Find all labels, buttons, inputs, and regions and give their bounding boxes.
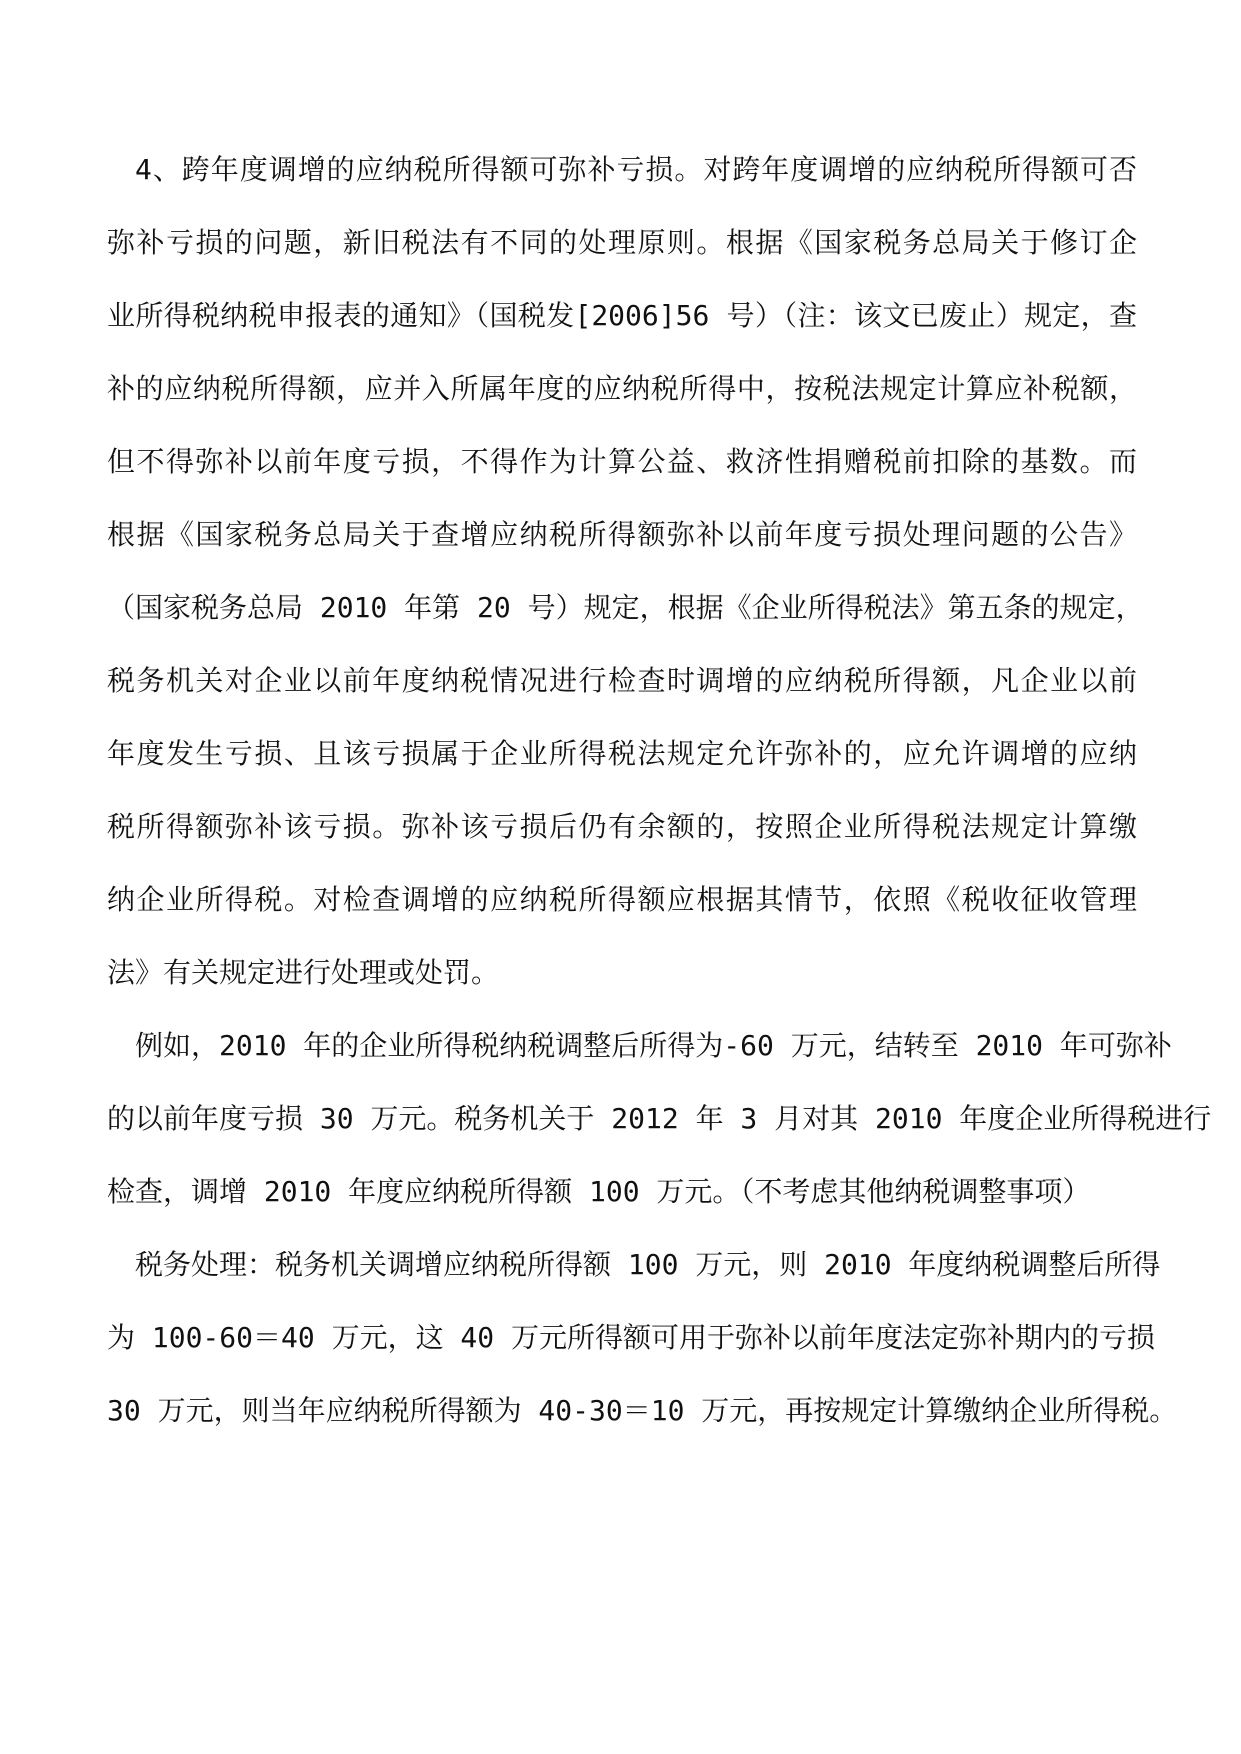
text-line-5: 但不得弥补以前年度亏损，不得作为计算公益、救济性捐赠税前扣除的基数。而 [107, 445, 1137, 478]
text-line-4: 补的应纳税所得额，应并入所属年度的应纳税所得中，按税法规定计算应补税额， [107, 372, 1137, 405]
text-line-9: 年度发生亏损、且该亏损属于企业所得税法规定允许弥补的，应允许调增的应纳 [107, 737, 1137, 770]
text-line-11: 纳企业所得税。对检查调增的应纳税所得额应根据其情节，依照《税收征收管理 [107, 883, 1137, 916]
text-line-16: 税务处理：税务机关调增应纳税所得额 100 万元，则 2010 年度纳税调整后所得 [135, 1248, 1161, 1281]
text-line-12: 法》有关规定进行处理或处罚。 [107, 956, 500, 989]
text-line-13: 例如，2010 年的企业所得税纳税调整后所得为-60 万元，结转至 2010 年可弥补 [135, 1029, 1172, 1062]
text-line-14: 的以前年度亏损 30 万元。税务机关于 2012 年 3 月对其 2010 年度企业所得税进行 [107, 1102, 1212, 1135]
text-line-8: 税务机关对企业以前年度纳税情况进行检查时调增的应纳税所得额，凡企业以前 [107, 664, 1137, 697]
text-line-2: 弥补亏损的问题，新旧税法有不同的处理原则。根据《国家税务总局关于修订企 [107, 226, 1137, 259]
text-line-1: 4、跨年度调增的应纳税所得额可弥补亏损。对跨年度调增的应纳税所得额可否 [135, 153, 1137, 186]
text-line-15: 检查，调增 2010 年度应纳税所得额 100 万元。（不考虑其他纳税调整事项） [107, 1175, 1091, 1208]
text-line-6: 根据《国家税务总局关于查增应纳税所得额弥补以前年度亏损处理问题的公告》 [107, 518, 1137, 551]
text-line-18: 30 万元，则当年应纳税所得额为 40-30＝10 万元，再按规定计算缴纳企业所得税。 [107, 1394, 1178, 1427]
text-line-17: 为 100-60＝40 万元，这 40 万元所得额可用于弥补以前年度法定弥补期内的亏损 [107, 1321, 1156, 1354]
text-line-10: 税所得额弥补该亏损。弥补该亏损后仍有余额的，按照企业所得税法规定计算缴 [107, 810, 1137, 843]
text-line-3: 业所得税纳税申报表的通知》（国税发[2006]56 号）（注：该文已废止）规定，查 [107, 299, 1137, 332]
text-line-7: （国家税务总局 2010 年第 20 号）规定，根据《企业所得税法》第五条的规定， [107, 591, 1144, 624]
